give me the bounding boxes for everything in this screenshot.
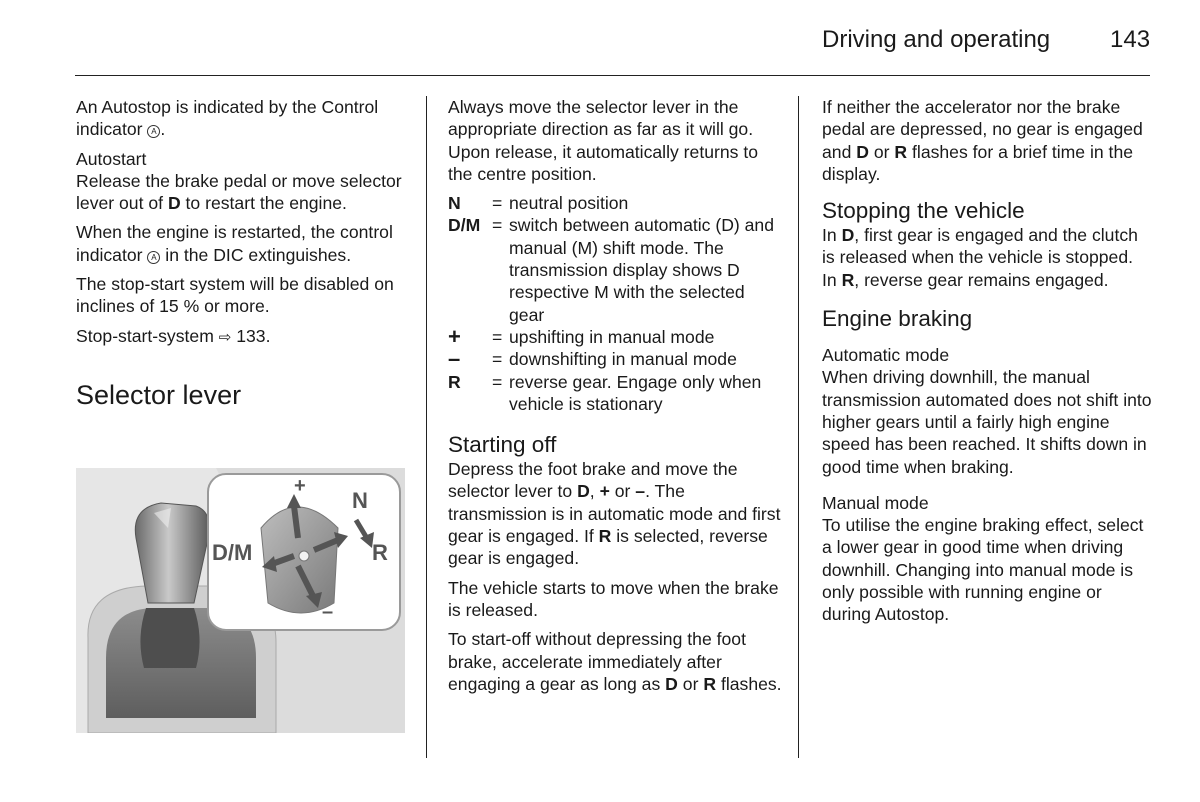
paragraph-disabled: The stop-start system will be disabled on inclines of 15 % or more. [76,274,394,317]
legend-row: D/M = switch between automatic (D) and manual (M) shift mode. The transmission display shows D respective M with the selected gear [448,215,775,325]
control-indicator-icon: A [147,125,160,138]
column-2 [448,96,784,702]
paragraph-always-move: Always move the selector lever in the appropriate direction as far as it will go. Upon release, it automatically returns to the centre position. [448,97,758,184]
header-rule [75,75,1150,76]
paragraph-in-d: In D, first gear is engaged and the clutch is released when the vehicle is stopped. In R, reverse gear remains engaged. [822,225,1138,290]
reference-arrow-icon: ⇨ [218,328,232,346]
paragraph-depress: Depress the foot brake and move the selector lever to D, + or –. The transmission is in automatic mode and first gear is engaged. If R is selected, reverse gear is engaged. [448,459,781,569]
figure-label-n: N [352,488,368,513]
paragraph-utilise: To utilise the engine braking effect, select a lower gear in good time when driving downhill. Changing into manual mode is only possible with running engine or during Autostop. [822,515,1144,625]
heading-stopping: Stopping the vehicle [822,198,1025,224]
heading-starting-off: Starting off [448,432,557,458]
paragraph-restart: When the engine is restarted, the control indicator A in the DIC extinguishes. [76,222,393,265]
legend-row: R = reverse gear. Engage only when vehicle is stationary [448,371,762,414]
heading-autostart: Autostart [76,148,147,169]
paragraph-vehicle-starts: The vehicle starts to move when the brake is released. [448,577,779,620]
paragraph-start-off: To start-off without depressing the foot brake, accelerate immediately after engaging a gear as long as D or R flashes. [448,629,782,694]
heading-automatic-mode: Automatic mode [822,345,950,366]
paragraph-autostop: An Autostop is indicated by the Control indicator A . [76,97,379,140]
figure-label-minus: – [322,601,334,623]
heading-manual-mode: Manual mode [822,492,929,513]
control-indicator-icon: A [147,251,160,264]
heading-engine-braking: Engine braking [822,306,973,332]
figure-label-dm: D/M [212,540,253,565]
column-divider-2 [798,96,799,758]
cross-reference[interactable]: Stop-start-system ⇨ 133. [76,325,271,346]
column-divider-1 [426,96,427,758]
column-3 [822,96,1152,633]
gear-legend [448,192,784,415]
legend-row: N = neutral position [448,193,629,214]
header-title: Driving and operating [822,26,1051,53]
paragraph-neither: If neither the accelerator nor the brake pedal are depressed, no gear is engaged and D or R flashes for a brief time in the display. [822,97,1143,184]
heading-selector-lever: Selector lever [76,379,242,410]
figure-label-plus: + [294,475,306,497]
column-1 [76,96,416,623]
figure-label-r: R [372,540,388,565]
legend-row: + = upshifting in manual mode [448,323,715,349]
legend-row: – = downshifting in manual mode [448,346,737,372]
paragraph-release: Release the brake pedal or move selector lever out of D to restart the engine. [76,170,402,214]
page-number: 143 [1110,26,1151,53]
paragraph-driving-downhill: When driving downhill, the manual transmission automated does not shift into higher gears until a fairly high engine speed has been reached. It shifts down in good time when braking. [822,367,1152,477]
selector-lever-figure [76,468,405,733]
